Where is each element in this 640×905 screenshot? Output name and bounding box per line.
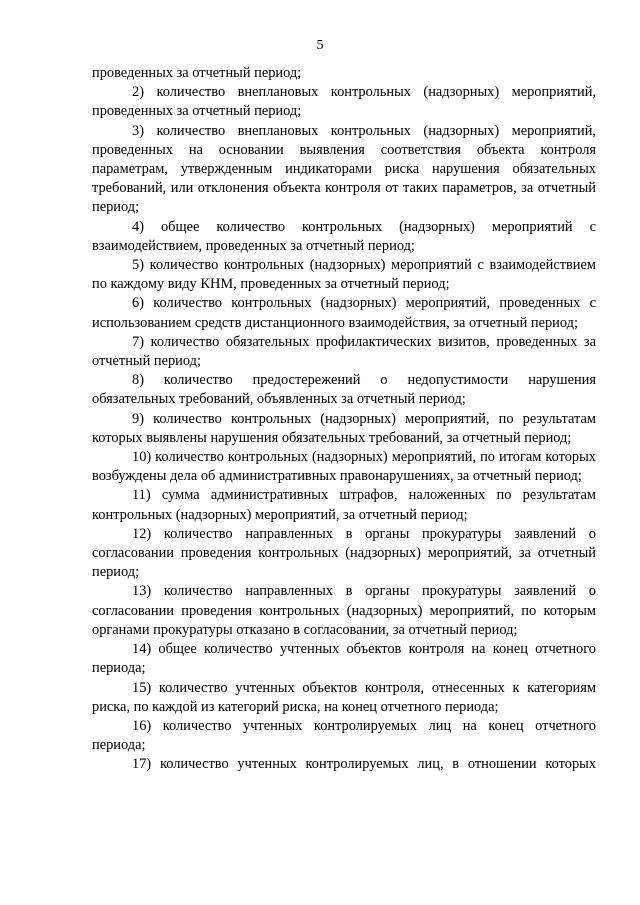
list-item-12: 12) количество направленных в органы прокуратуры заявлений о согласовании проведения контрольных (надзорных) мероприятий, за отчетный период; (92, 525, 596, 581)
list-item-3: 3) количество внеплановых контрольных (надзорных) мероприятий, проведенных на основании выявления соответствия объекта контроля параметрам, утвержденным индикаторами риска нарушения обязательных требований, или отклонения объекта контроля от таких параметров, за отчетный период; (92, 122, 596, 216)
document-body (92, 64, 596, 775)
list-item-9: 9) количество контрольных (надзорных) мероприятий, по результатам которых выявлены нарушения обязательных требований, за отчетный период; (92, 410, 596, 446)
list-item-14: 14) общее количество учтенных объектов контроля на конец отчетного периода; (92, 641, 596, 677)
list-item-11: 11) сумма административных штрафов, наложенных по результатам контрольных (надзорных) мероприятий, за отчетный период; (92, 487, 596, 523)
page-number: 5 (316, 38, 324, 53)
list-item-17: 17) количество учтенных контролируемых лиц, в отношении которых (132, 756, 596, 773)
list-item-15: 15) количество учтенных объектов контроля, отнесенных к категориям риска, по каждой из категорий риска, на конец отчетного периода; (92, 679, 596, 715)
list-item-7: 7) количество обязательных профилактических визитов, проведенных за отчетный период; (92, 333, 596, 370)
list-item-13: 13) количество направленных в органы прокуратуры заявлений о согласовании проведения контрольных (надзорных) мероприятий, по которым органами прокуратуры отказано в согласовании, за отчетный период; (92, 583, 596, 638)
list-item-16: 16) количество учтенных контролируемых лиц на конец отчетного периода; (92, 717, 596, 754)
list-item-10: 10) количество контрольных (надзорных) мероприятий, по итогам которых возбуждены дела об административных правонарушениях, за отчетный период; (92, 449, 596, 485)
list-item-continuation: проведенных за отчетный период; (92, 65, 302, 81)
list-item-5: 5) количество контрольных (надзорных) мероприятий с взаимодействием по каждому виду КНМ, проведенных за отчетный период; (92, 257, 596, 293)
list-item-2: 2) количество внеплановых контрольных (надзорных) мероприятий, проведенных за отчетный период; (92, 84, 596, 120)
list-item-8: 8) количество предостережений о недопустимости нарушения обязательных требований, объявленных за отчетный период; (92, 372, 596, 408)
list-item-6: 6) количество контрольных (надзорных) мероприятий, проведенных с использованием средств дистанционного взаимодействия, за отчетный период; (92, 295, 596, 331)
list-item-4: 4) общее количество контрольных (надзорных) мероприятий с взаимодействием, проведенных за отчетный период; (92, 218, 596, 254)
